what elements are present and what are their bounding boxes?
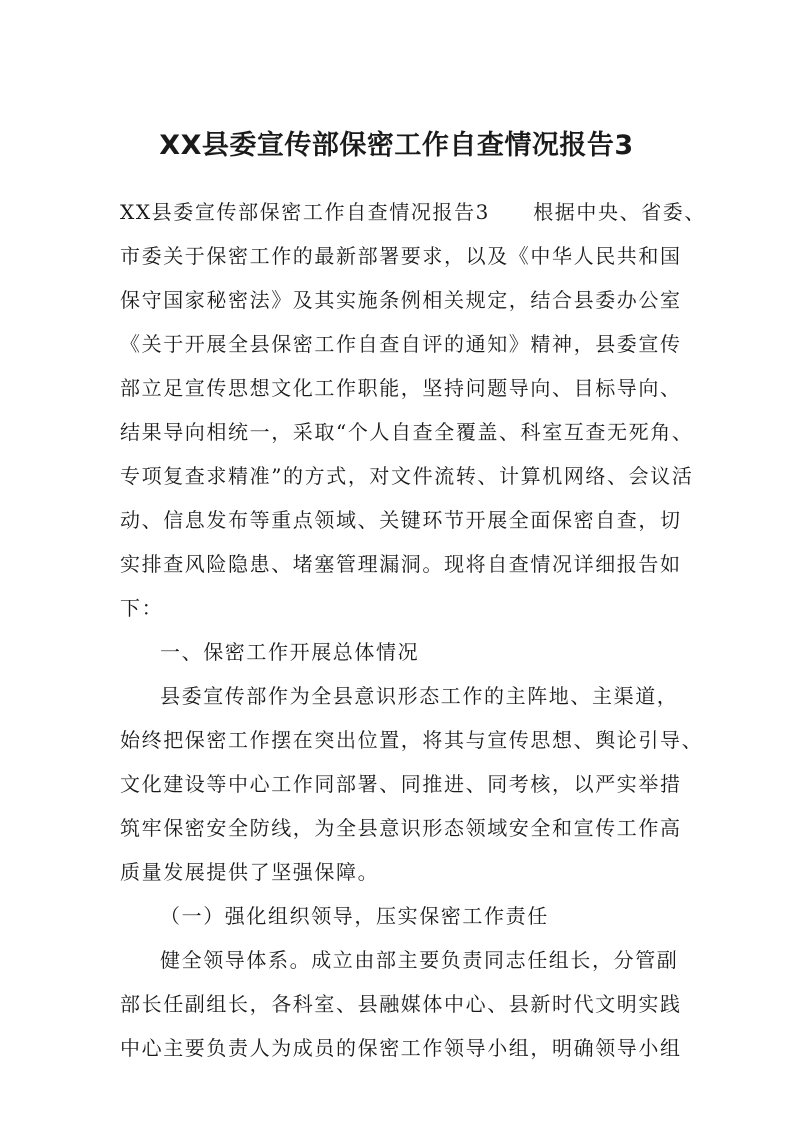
- body-line: 下：: [120, 596, 164, 620]
- body-line: 结果导向相统一，采取“个人自查全覆盖、科室互查无死角、: [120, 420, 694, 444]
- body-line: 县委宣传部作为全县意识形态工作的主阵地、主渠道，: [160, 684, 679, 708]
- body-line: 专项复查求精准”的方式，对文件流转、计算机网络、会议活: [120, 464, 694, 488]
- body-line: 部长任副组长，各科室、县融媒体中心、县新时代文明实践: [120, 992, 682, 1016]
- body-line: 中心主要负责人为成员的保密工作领导小组，明确领导小组: [120, 1036, 682, 1060]
- section-heading: 一、保密工作开展总体情况: [160, 640, 420, 664]
- body-line: 市委关于保密工作的最新部署要求，以及《中华人民共和国: [120, 244, 682, 268]
- body-line: 文化建设等中心工作同部署、同推进、同考核，以严实举措: [120, 772, 682, 796]
- body-line: 动、信息发布等重点领域、关键环节开展全面保密自查，切: [120, 508, 682, 532]
- body-line: 部立足宣传思想文化工作职能，坚持问题导向、目标导向、: [120, 376, 682, 400]
- subsection-heading: （一）强化组织领导，压实保密工作责任: [160, 904, 549, 928]
- body-line: 质量发展提供了坚强保障。: [120, 860, 380, 884]
- body-line: 《关于开展全县保密工作自查自评的通知》精神，县委宣传: [120, 332, 682, 356]
- body-line: 实排查风险隐患、堵塞管理漏洞。现将自查情况详细报告如: [120, 552, 682, 576]
- body-line: XX县委宣传部保密工作自查情况报告3 根据中央、省委、: [120, 200, 707, 224]
- body-line: 筑牢保密安全防线，为全县意识形态领域安全和宣传工作高: [120, 816, 682, 840]
- body-line: 始终把保密工作摆在突出位置，将其与宣传思想、舆论引导、: [120, 728, 704, 752]
- document-title: XX县委宣传部保密工作自查情况报告3: [159, 130, 634, 161]
- body-line: 保守国家秘密法》及其实施条例相关规定，结合县委办公室: [120, 288, 682, 312]
- body-line: 健全领导体系。成立由部主要负责同志任组长，分管副: [160, 948, 679, 972]
